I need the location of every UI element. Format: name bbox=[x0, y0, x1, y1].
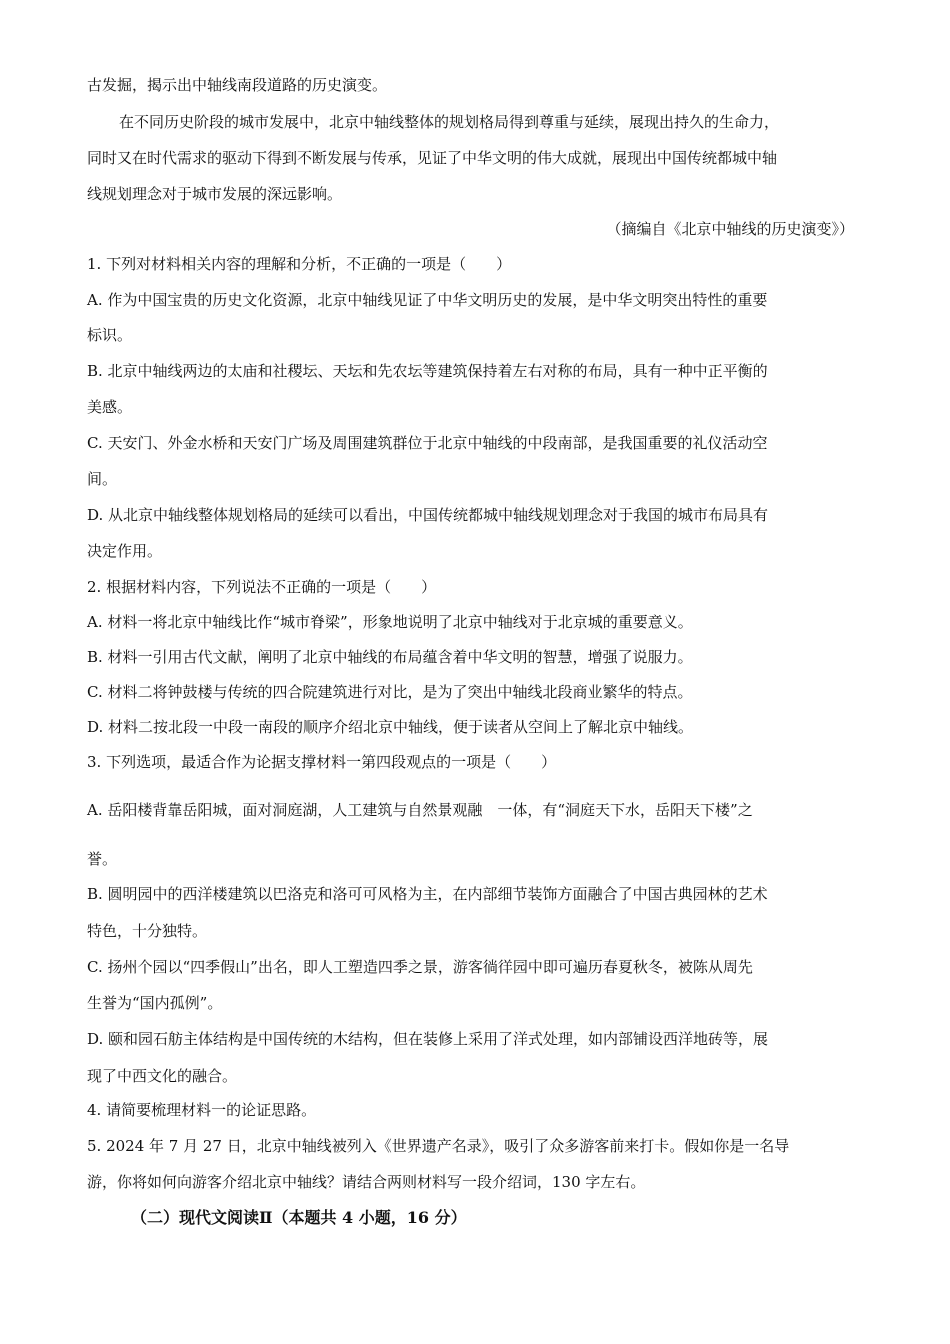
question-3-option-d-cont: 现了中西文化的融合。 bbox=[87, 1067, 238, 1085]
source-citation: （摘编自《北京中轴线的历史演变》） bbox=[606, 220, 854, 238]
question-1-option-b: B. 北京中轴线两边的太庙和社稷坛、天坛和先农坛等建筑保持着左右对称的布局，具有一种中正平衡的 bbox=[87, 362, 768, 380]
question-1-option-d: D. 从北京中轴线整体规划格局的延续可以看出，中国传统都城中轴线规划理念对于我国的城市布局具有 bbox=[87, 506, 769, 524]
passage-paragraph-line: 在不同历史阶段的城市发展中，北京中轴线整体的规划格局得到尊重与延续，展现出持久的生命力， bbox=[119, 113, 780, 131]
question-5-stem: 5. 2024 年 7 月 27 日，北京中轴线被列入《世界遗产名录》，吸引了众多游客前来打卡。假如你是一名导 bbox=[87, 1137, 790, 1155]
question-3-option-c: C. 扬州个园以“四季假山”出名，即人工塑造四季之景，游客徜徉园中即可遍历春夏秋冬，被陈从周先 bbox=[87, 958, 753, 976]
question-2-option-d: D. 材料二按北段一中段一南段的顺序介绍北京中轴线，便于读者从空间上了解北京中轴线。 bbox=[87, 718, 694, 736]
question-4-stem: 4. 请简要梳理材料一的论证思路。 bbox=[87, 1101, 317, 1119]
question-1-option-d-cont: 决定作用。 bbox=[87, 542, 163, 560]
question-3-option-b-cont: 特色，十分独特。 bbox=[87, 922, 208, 940]
question-3-stem: 3. 下列选项，最适合作为论据支撑材料一第四段观点的一项是（ ） bbox=[87, 753, 557, 771]
question-2-stem: 2. 根据材料内容，下列说法不正确的一项是（ ） bbox=[87, 578, 437, 596]
question-3-option-a-cont: 誉。 bbox=[87, 850, 118, 868]
passage-paragraph-line: 线规划理念对于城市发展的深远影响。 bbox=[87, 185, 343, 203]
question-2-option-c: C. 材料二将钟鼓楼与传统的四合院建筑进行对比，是为了突出中轴线北段商业繁华的特点。 bbox=[87, 683, 693, 701]
passage-paragraph-line: 同时又在时代需求的驱动下得到不断发展与传承，见证了中华文明的伟大成就，展现出中国传统都城中轴 bbox=[87, 149, 778, 167]
passage-line: 古发掘，揭示出中轴线南段道路的历史演变。 bbox=[87, 76, 388, 94]
question-1-option-a-cont: 标识。 bbox=[87, 326, 133, 344]
section-heading: （二）现代文阅读Ⅱ（本题共 4 小题，16 分） bbox=[131, 1208, 467, 1227]
question-5-stem-cont: 游，你将如何向游客介绍北京中轴线？请结合两则材料写一段介绍词，130 字左右。 bbox=[87, 1173, 646, 1191]
question-1-option-c: C. 天安门、外金水桥和天安门广场及周围建筑群位于北京中轴线的中段南部，是我国重要的礼仪活动空 bbox=[87, 434, 768, 452]
question-3-option-a: A. 岳阳楼背靠岳阳城，面对洞庭湖，人工建筑与自然景观融 一体，有“洞庭天下水，岳阳天下楼”之 bbox=[87, 801, 753, 819]
question-1-stem: 1. 下列对材料相关内容的理解和分析，不正确的一项是（ ） bbox=[87, 255, 512, 273]
question-2-option-a: A. 材料一将北京中轴线比作“城市脊梁”，形象地说明了北京中轴线对于北京城的重要意义。 bbox=[87, 613, 693, 631]
question-1-option-b-cont: 美感。 bbox=[87, 398, 133, 416]
question-3-option-b: B. 圆明园中的西洋楼建筑以巴洛克和洛可可风格为主，在内部细节装饰方面融合了中国古典园林的艺术 bbox=[87, 885, 768, 903]
question-1-option-a: A. 作为中国宝贵的历史文化资源，北京中轴线见证了中华文明历史的发展，是中华文明突出特性的重要 bbox=[87, 291, 768, 309]
question-2-option-b: B. 材料一引用古代文献，阐明了北京中轴线的布局蕴含着中华文明的智慧，增强了说服力。 bbox=[87, 648, 693, 666]
question-1-option-c-cont: 间。 bbox=[87, 470, 118, 488]
question-3-option-c-cont: 生誉为“国内孤例”。 bbox=[87, 994, 223, 1012]
question-3-option-d: D. 颐和园石舫主体结构是中国传统的木结构，但在装修上采用了洋式处理，如内部铺设西洋地砖等，展 bbox=[87, 1030, 769, 1048]
